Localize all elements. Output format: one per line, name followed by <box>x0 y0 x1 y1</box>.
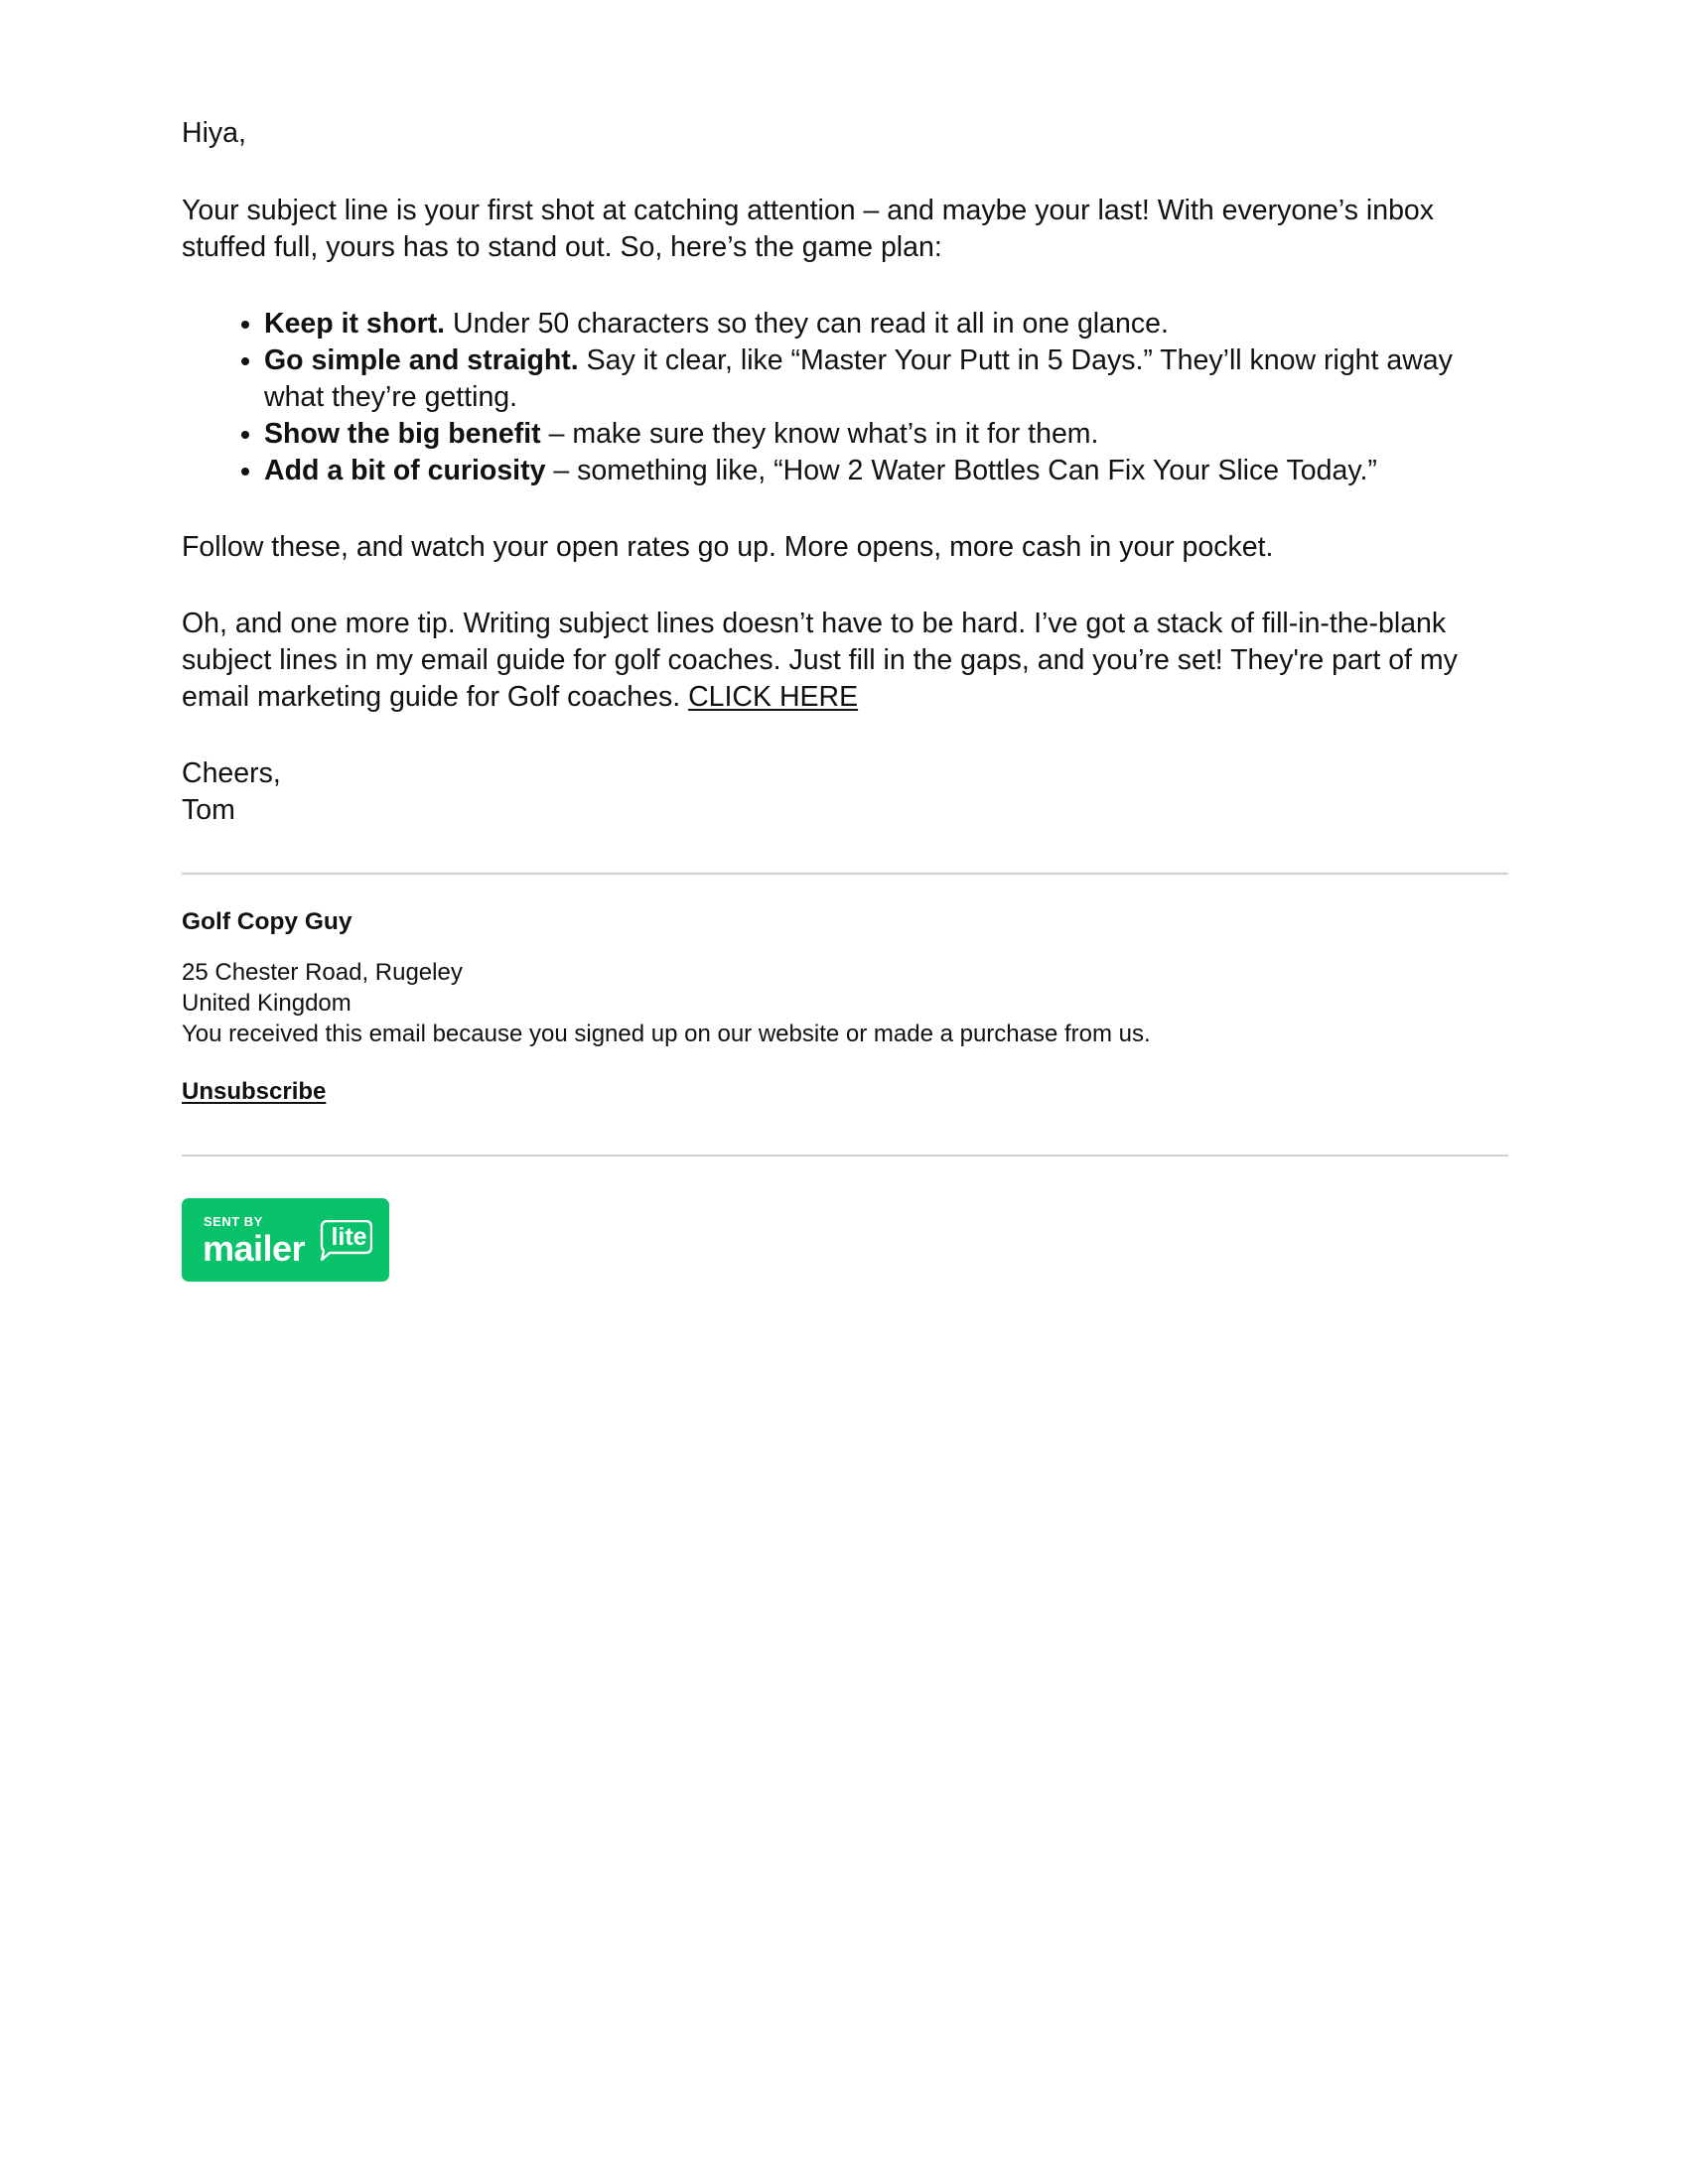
greeting: Hiya, <box>182 117 246 149</box>
intro-paragraph: Your subject line is your first shot at catching attention – and maybe your last! With everyone’s inbox stuffed full, yours has to stand out. So, here’s the game plan: <box>182 195 1435 263</box>
tip-bold: Keep it short. <box>264 308 446 340</box>
list-item <box>264 306 1508 342</box>
follow-paragraph: Follow these, and watch your open rates go up. More opens, more cash in your pocket. <box>182 531 1274 563</box>
subscription-reason: You received this email because you signed up on our website or made a purchase from us. <box>182 1021 1151 1047</box>
list-item <box>264 342 1508 416</box>
email-footer <box>182 875 1508 1107</box>
footer-address <box>182 957 1508 1049</box>
email-body <box>182 115 1508 829</box>
unsubscribe-link[interactable]: Unsubscribe <box>182 1078 327 1105</box>
company-name: Golf Copy Guy <box>182 908 352 935</box>
tip-text: Under 50 characters so they can read it all in one glance. <box>445 308 1169 340</box>
address-line-1: 25 Chester Road, Rugeley <box>182 959 463 986</box>
tip-bold: Go simple and straight. <box>264 344 579 376</box>
click-here-link[interactable]: CLICK HERE <box>688 681 859 713</box>
email-content <box>182 115 1508 1282</box>
tip-text: Say it clear, like “Master Your Putt in 5 Days.” They’ll know right away what they’re getting. <box>264 344 1453 413</box>
tip-text: – make sure they know what’s in it for them. <box>540 418 1099 450</box>
address-line-2: United Kingdom <box>182 990 352 1017</box>
badge-brand-main: mailer <box>203 1228 306 1269</box>
list-item <box>264 416 1508 453</box>
badge-brand-lite: lite <box>331 1223 367 1251</box>
footer-divider-bottom <box>182 1155 1508 1157</box>
tips-list <box>182 306 1508 489</box>
tip-bold: Add a bit of curiosity <box>264 455 546 486</box>
tip-bold: Show the big benefit <box>264 418 541 450</box>
mailerlite-badge[interactable] <box>182 1198 389 1282</box>
list-item <box>264 453 1508 489</box>
badge-sent-by: SENT BY <box>204 1214 263 1229</box>
signature: Tom <box>182 794 235 826</box>
tip-paragraph <box>182 606 1508 716</box>
signoff: Cheers, <box>182 757 281 789</box>
tip-paragraph-text: Oh, and one more tip. Writing subject lines doesn’t have to be hard. I’ve got a stack of fill-in-the-blank subject lines in my email guide for golf coaches. Just fill in the gaps, and you’re set! They're part of my email marketing guide for Golf coaches. <box>182 608 1458 713</box>
tip-text: – something like, “How 2 Water Bottles Can Fix Your Slice Today.” <box>545 455 1377 486</box>
